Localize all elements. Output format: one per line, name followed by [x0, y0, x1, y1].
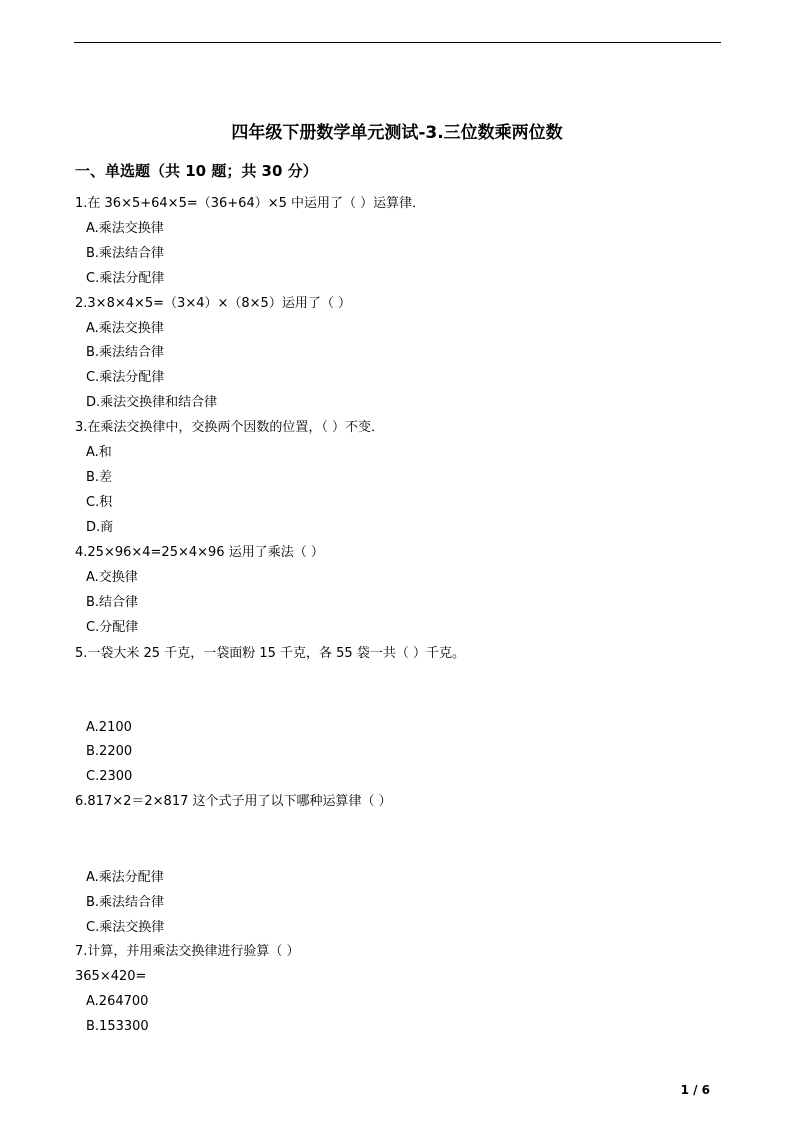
- question-6-option-a: A.乘法分配律: [86, 870, 164, 885]
- question-6: 6.817×2＝2×817 这个式子用了以下哪种运算律（ ）: [75, 794, 392, 809]
- section-heading: 一、单选题（共 10 题；共 30 分）: [75, 162, 318, 180]
- question-1: 1.在 36×5+64×5=（36+64）×5 中运用了（ ）运算律．: [75, 196, 426, 211]
- question-4-option-c: C.分配律: [86, 620, 139, 635]
- question-5-option-b: B.2200: [86, 744, 133, 759]
- question-2-option-b: B.乘法结合律: [86, 345, 165, 360]
- question-4-option-b: B.结合律: [86, 595, 139, 610]
- question-2-option-c: C.乘法分配律: [86, 370, 165, 385]
- question-5: 5.一袋大米 25 千克，一袋面粉 15 千克，各 55 袋一共（ ）千克。: [75, 646, 465, 661]
- question-5-option-a: A.2100: [86, 720, 132, 735]
- question-7-option-b: B.153300: [86, 1019, 149, 1034]
- question-4: 4.25×96×4=25×4×96 运用了乘法（ ）: [75, 545, 324, 560]
- question-5-option-c: C.2300: [86, 769, 133, 784]
- question-2: 2.3×8×4×5=（3×4）×（8×5）运用了（ ）: [75, 296, 351, 311]
- question-3-option-c: C.积: [86, 495, 113, 510]
- question-7-option-a: A.264700: [86, 994, 149, 1009]
- question-2-option-d: D.乘法交换律和结合律: [86, 395, 218, 410]
- question-4-option-a: A.交换律: [86, 570, 138, 585]
- question-7: 7.计算，并用乘法交换律进行验算（ ）: [75, 944, 300, 959]
- question-7-expression: 365×420=: [75, 969, 147, 984]
- question-3: 3.在乘法交换律中，交换两个因数的位置，（ ）不变．: [75, 420, 385, 435]
- page-number: 1 / 6: [680, 1083, 710, 1097]
- question-6-option-b: B.乘法结合律: [86, 895, 165, 910]
- document-title: 四年级下册数学单元测试-3.三位数乘两位数: [231, 123, 563, 143]
- question-3-option-d: D.商: [86, 520, 114, 535]
- question-3-option-a: A.和: [86, 445, 112, 460]
- question-2-option-a: A.乘法交换律: [86, 321, 164, 336]
- question-1-option-b: B.乘法结合律: [86, 246, 165, 261]
- question-3-option-b: B.差: [86, 470, 113, 485]
- question-1-option-a: A.乘法交换律: [86, 221, 164, 236]
- question-1-option-c: C.乘法分配律: [86, 271, 165, 286]
- header-rule: [74, 42, 721, 43]
- question-6-option-c: C.乘法交换律: [86, 920, 165, 935]
